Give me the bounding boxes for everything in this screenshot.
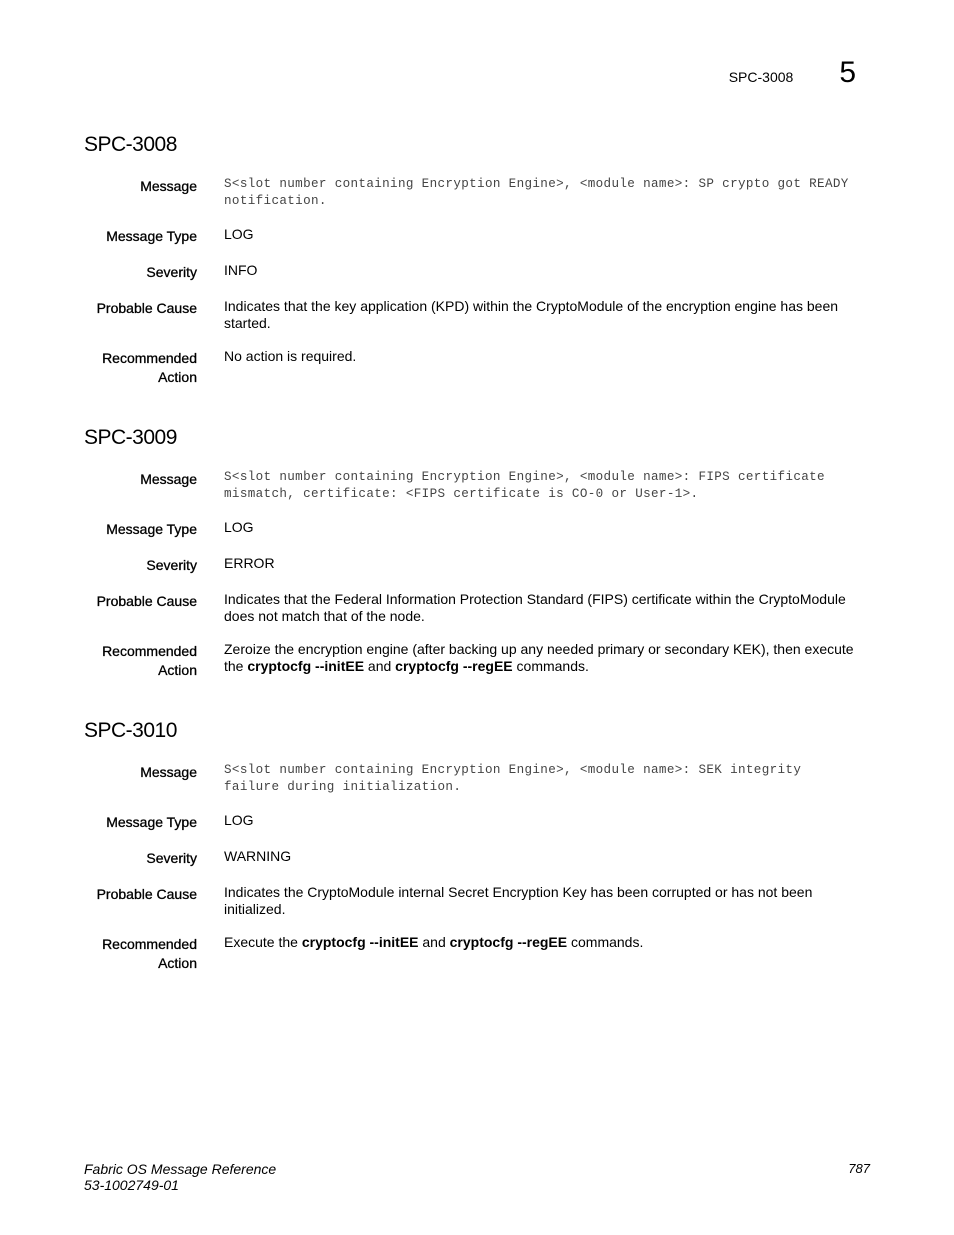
message-type-label: Message Type <box>106 228 197 244</box>
command-regee: cryptocfg --regEE <box>449 934 568 950</box>
probable-cause-row <box>84 591 874 625</box>
recommended-label-line1: Recommended <box>102 643 197 659</box>
recommended-action-label <box>84 348 197 387</box>
severity-row <box>84 848 874 868</box>
recommended-label-line1: Recommended <box>102 936 197 952</box>
message-type-row <box>84 226 874 246</box>
severity-label: Severity <box>146 264 197 280</box>
recommended-label-line2: Action <box>158 369 197 385</box>
probable-cause-value: Indicates the CryptoModule internal Secret Encryption Key has been corrupted or has not been initialized. <box>224 884 813 917</box>
severity-label: Severity <box>146 557 197 573</box>
probable-cause-label: Probable Cause <box>96 886 197 902</box>
action-text-mid: and <box>418 934 450 950</box>
message-row <box>84 469 874 503</box>
recommended-label-line2: Action <box>158 662 197 678</box>
recommended-action-row <box>84 934 874 973</box>
message-label: Message <box>140 764 197 780</box>
message-row <box>84 176 874 210</box>
message-type-row <box>84 519 874 539</box>
message-text: S<slot number containing Encryption Engine>, <module name>: SEK integrity failure during initialization. <box>224 763 802 794</box>
action-text-post: commands. <box>567 934 644 950</box>
message-label: Message <box>140 178 197 194</box>
recommended-action-label <box>84 934 197 973</box>
page-number: 787 <box>848 1161 870 1176</box>
book-title: Fabric OS Message Reference <box>84 1161 277 1177</box>
recommended-action-value: No action is required. <box>224 348 357 364</box>
action-text-post: commands. <box>512 658 589 674</box>
chapter-number: 5 <box>839 56 856 89</box>
probable-cause-row <box>84 298 874 332</box>
probable-cause-label: Probable Cause <box>96 593 197 609</box>
severity-label: Severity <box>146 850 197 866</box>
message-type-value: LOG <box>224 812 254 828</box>
running-header <box>729 58 856 88</box>
doc-number: 53-1002749-01 <box>84 1177 179 1193</box>
recommended-action-row <box>84 348 874 387</box>
message-entry-spc-3010 <box>84 719 874 989</box>
command-initee: cryptocfg --initEE <box>247 658 365 674</box>
probable-cause-value: Indicates that the Federal Information Protection Standard (FIPS) certificate within the CryptoModule does not match that of the node. <box>224 591 846 624</box>
recommended-action-row <box>84 641 874 680</box>
action-text-mid: and <box>364 658 396 674</box>
action-text-pre: Zeroize the encryption engine (after backing up any needed primary or secondary KEK), then execute the <box>224 641 854 674</box>
message-row <box>84 762 874 796</box>
recommended-action-label <box>84 641 197 680</box>
command-regee: cryptocfg --regEE <box>395 658 513 674</box>
probable-cause-label: Probable Cause <box>96 300 197 316</box>
probable-cause-row <box>84 884 874 918</box>
message-entry-spc-3008 <box>84 133 874 403</box>
message-type-row <box>84 812 874 832</box>
recommended-action-value <box>224 641 864 680</box>
message-label: Message <box>140 471 197 487</box>
severity-row <box>84 262 874 282</box>
action-text-pre: Execute the <box>224 934 302 950</box>
severity-value: WARNING <box>224 848 292 864</box>
message-text: S<slot number containing Encryption Engine>, <module name>: SP crypto got READY notification. <box>224 177 849 208</box>
entry-title: SPC-3009 <box>84 426 177 449</box>
recommended-action-value <box>224 934 864 973</box>
entry-title: SPC-3008 <box>84 133 177 156</box>
message-type-label: Message Type <box>106 521 197 537</box>
running-header-title: SPC-3008 <box>728 69 794 85</box>
severity-row <box>84 555 874 575</box>
recommended-label-line2: Action <box>158 955 197 971</box>
probable-cause-value: Indicates that the key application (KPD) within the CryptoModule of the encryption engine has been started. <box>224 298 839 331</box>
page-footer <box>84 1161 870 1193</box>
command-initee: cryptocfg --initEE <box>301 934 419 950</box>
recommended-label-line1: Recommended <box>102 350 197 366</box>
severity-value: ERROR <box>224 555 275 571</box>
message-text: S<slot number containing Encryption Engine>, <module name>: FIPS certificate mismatch, certificate: <FIPS certificate is CO-0 or User-1>. <box>224 470 825 501</box>
message-type-label: Message Type <box>106 814 197 830</box>
entry-title: SPC-3010 <box>84 719 177 742</box>
message-type-value: LOG <box>224 226 254 242</box>
severity-value: INFO <box>224 262 258 278</box>
message-entry-spc-3009 <box>84 426 874 696</box>
message-type-value: LOG <box>224 519 254 535</box>
